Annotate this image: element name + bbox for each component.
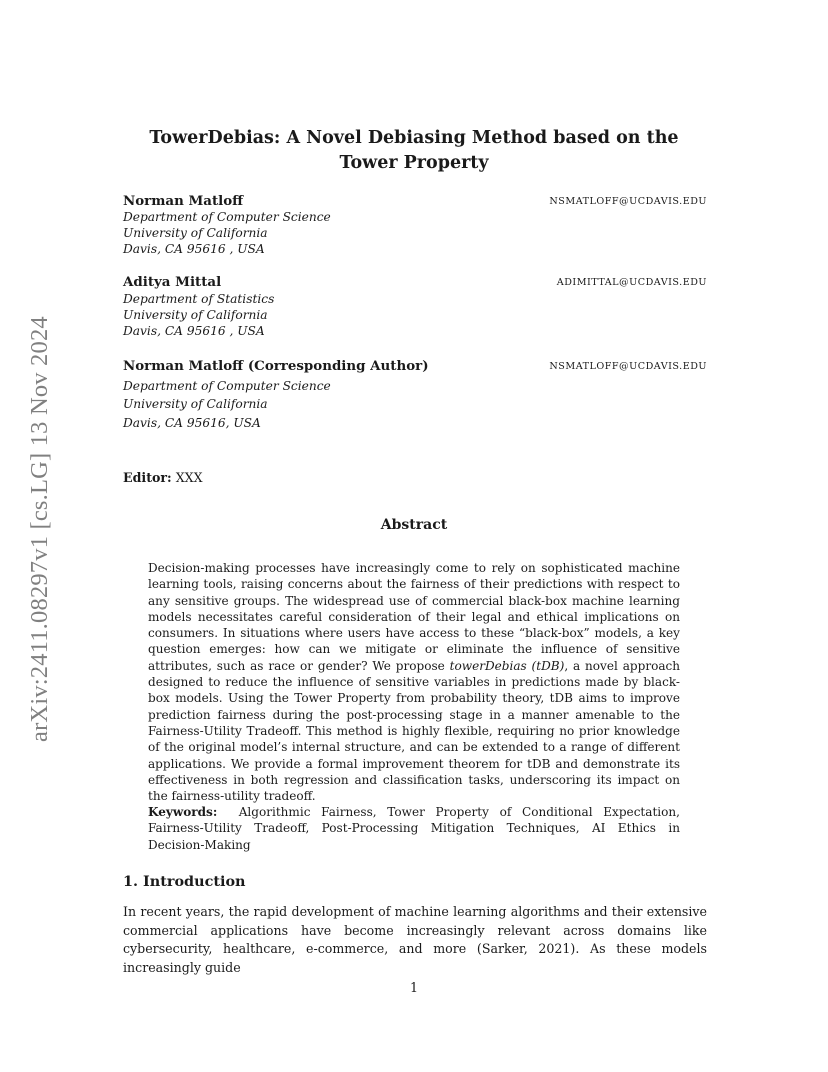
keywords-block <box>148 804 680 853</box>
paper-title-line-1: TowerDebias: A Novel Debiasing Method based on the <box>149 128 679 148</box>
author-1-email[interactable]: NSMATLOFF@UCDAVIS.EDU <box>549 196 707 207</box>
paper-title-line-2: Tower Property <box>339 153 489 173</box>
editor-line <box>123 470 203 486</box>
author-1-department: Department of Computer Science <box>123 210 331 224</box>
author-3-location: Davis, CA 95616, USA <box>123 415 261 430</box>
author-1-location: Davis, CA 95616 , USA <box>123 242 265 257</box>
abstract-heading: Abstract <box>380 517 448 533</box>
author-1-name: Norman Matloff <box>123 193 244 209</box>
author-3-email[interactable]: NSMATLOFF@UCDAVIS.EDU <box>549 361 707 372</box>
page-number: 1 <box>409 980 418 995</box>
abstract-text-part-1: Decision-making processes have increasingly come to rely on sophisticated machine learning tools, raising concerns about the fairness of their predictions with respect to any sensitive groups. The widespread use of commercial black-box machine learning models necessitates careful consideration of their legal and ethical implications on consumers. In situations where users have access to these “black-box” models, a key question emerges: how can we mitigate or eliminate the influence of sensitive attributes, such as race or gender? We propose <box>148 561 680 673</box>
keywords-label: Keywords: <box>148 805 218 819</box>
author-2-university: University of California <box>123 308 268 323</box>
author-2-affiliation <box>123 291 274 340</box>
author-1-affiliation <box>123 209 331 258</box>
abstract-emphasis-towerdebias: towerDebias (tDB) <box>449 658 565 673</box>
author-3-department: Department of Computer Science <box>123 379 331 393</box>
author-3-university: University of California <box>123 397 268 412</box>
introduction-heading: 1. Introduction <box>123 873 246 890</box>
author-2-email[interactable]: ADIMITTAL@UCDAVIS.EDU <box>556 277 707 288</box>
author-1-university: University of California <box>123 226 268 241</box>
author-3-name: Norman Matloff (Corresponding Author) <box>123 358 429 374</box>
keywords-text: Algorithmic Fairness, Tower Property of Conditional Expectation, Fairness-Utility Tradeoff, Post-Processing Mitigation Techniques, AI Ethics in Decision-Making <box>148 805 680 852</box>
abstract-body <box>148 560 680 804</box>
arxiv-identifier-stamp: arXiv:2411.08297v1 [cs.LG] 13 Nov 2024 <box>26 316 53 742</box>
introduction-paragraph: In recent years, the rapid development of machine learning algorithms and their extensive commercial applications have become increasingly relevant across domains like cybersecurity, healthcare, e-commerce, and more (Sarker, 2021). As these models increasingly guide <box>123 904 707 975</box>
abstract-text-part-2: , a novel approach designed to reduce the influence of sensitive variables in predictions made by black-box models. Using the Tower Property from probability theory, tDB aims to improve prediction fairness during the post-processing stage in a manner amenable to the Fairness-Utility Tradeoff. This method is highly flexible, requiring no prior knowledge of the original model’s internal structure, and can be extended to a range of different applications. We provide a formal improvement theorem for tDB and demonstrate its effectiveness in both regression and classification tasks, underscoring its impact on the fairness-utility tradeoff. <box>148 658 681 804</box>
author-2-name: Aditya Mittal <box>123 274 222 290</box>
paper-title <box>124 126 704 176</box>
author-2-department: Department of Statistics <box>123 292 275 306</box>
author-3-affiliation <box>123 377 331 432</box>
editor-value: XXX <box>175 470 203 485</box>
editor-label: Editor: <box>123 470 172 485</box>
author-2-location: Davis, CA 95616 , USA <box>123 324 265 339</box>
